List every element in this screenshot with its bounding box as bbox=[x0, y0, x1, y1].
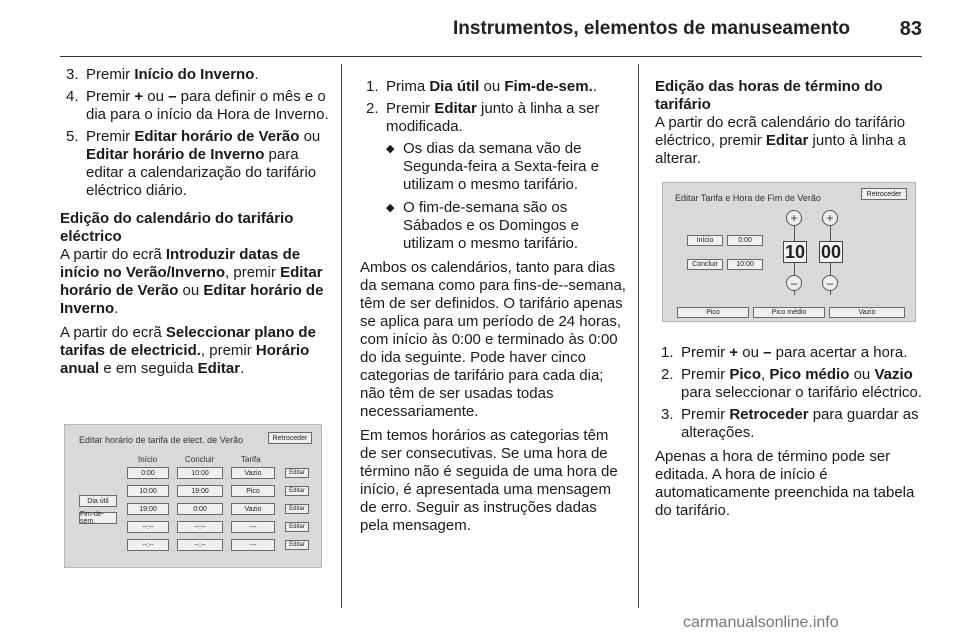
step-number: 4. bbox=[66, 88, 79, 105]
bold-term: Início do Inverno bbox=[134, 66, 255, 83]
col3-step bbox=[655, 406, 923, 442]
step-text: Premir Editar horário de Verão ou Editar horário de Inverno para editar a calendarização do tarifário eléctrico diário. bbox=[86, 128, 321, 199]
bold-term: Pico médio bbox=[769, 366, 850, 383]
column-3 bbox=[655, 78, 923, 174]
col1-step bbox=[60, 128, 332, 200]
weekend-button[interactable]: Fim-de-sem. bbox=[79, 512, 117, 524]
step-number: 1. bbox=[661, 344, 674, 361]
col2-steps bbox=[360, 78, 628, 253]
bold-term: Seleccionar plano de tarifas de electricid. bbox=[60, 324, 316, 359]
step-text: Prima Dia útil ou Fim-de-sem.. bbox=[386, 78, 597, 95]
paragraph: Em temos horários as categorias têm de ser consecutivas. Se uma hora de término não é seguida de uma hora de início, é apresentada uma mensagem de erro. Seguir as instruções dadas pela mensagem. bbox=[360, 427, 618, 534]
start-time-value: 0:00 bbox=[727, 235, 763, 246]
tariff-slot: --- bbox=[231, 521, 275, 533]
step-text: Premir + ou – para definir o mês e o dia para o início da Hora de Inverno. bbox=[86, 88, 329, 123]
bold-term: Editar bbox=[197, 360, 241, 377]
minute-minus-button[interactable]: – bbox=[822, 275, 838, 291]
tariff-slot: --- bbox=[231, 539, 275, 551]
screen-title: Editar Tarifa e Hora de Fim de Verão bbox=[675, 193, 821, 203]
page-number: 83 bbox=[899, 18, 922, 40]
edit-row-button[interactable]: Editar bbox=[285, 504, 309, 514]
start-time-slot: --:-- bbox=[127, 521, 169, 533]
col3-step bbox=[655, 366, 923, 402]
end-label: Concluir bbox=[687, 259, 723, 270]
bold-term: Introduzir datas de início no Verão/Inverno bbox=[60, 246, 301, 281]
start-time-slot: 19:00 bbox=[127, 503, 169, 515]
back-button[interactable]: Retroceder bbox=[861, 188, 907, 200]
column-3-lower bbox=[655, 344, 923, 526]
step-number: 1. bbox=[366, 78, 379, 95]
step-text: Premir Retroceder para guardar as alterações. bbox=[681, 406, 919, 441]
column-2 bbox=[360, 78, 628, 541]
end-time-slot: --:-- bbox=[177, 539, 223, 551]
col2-bullets bbox=[386, 140, 628, 253]
back-button[interactable]: Retroceder bbox=[268, 432, 312, 444]
end-time-slot: --:-- bbox=[177, 521, 223, 533]
step-text: Premir + ou – para acertar a hora. bbox=[681, 344, 908, 361]
bold-term: Editar horário de Inverno bbox=[60, 282, 324, 317]
column-1 bbox=[60, 66, 332, 384]
minute-plus-button[interactable]: + bbox=[822, 210, 838, 226]
step-number: 2. bbox=[366, 100, 379, 117]
paragraph: A partir do ecrã Introduzir datas de início no Verão/Inverno, premir Editar horário de Verão ou Editar horário de Inverno. bbox=[60, 246, 324, 317]
tariff-slot: Pico bbox=[231, 485, 275, 497]
start-label: Início bbox=[687, 235, 723, 246]
hour-value: 10 bbox=[784, 242, 806, 262]
column-divider-2 bbox=[638, 64, 639, 608]
bold-term: Fim-de-sem. bbox=[504, 78, 593, 95]
column-divider-1 bbox=[341, 64, 342, 608]
edit-row-button[interactable]: Editar bbox=[285, 468, 309, 478]
bold-term: Vazio bbox=[874, 366, 913, 383]
tariff-slot: Vazio bbox=[231, 503, 275, 515]
end-time-value: 10:00 bbox=[727, 259, 763, 270]
paragraph: Ambos os calendários, tanto para dias da semana como para fins-de--semana, têm de ser definidos. O tarifário apenas se aplica para um período de 24 horas, com início às 0:00 e terminado às 0:00 do ida seguinte. Pode haver cinco categorias de tarifário para cada dia; não têm de ser usadas todas necessariamente. bbox=[360, 259, 626, 420]
step-number: 5. bbox=[66, 128, 79, 145]
bold-term: – bbox=[168, 88, 177, 105]
edit-end-time-screen-image bbox=[662, 182, 916, 322]
bold-term: + bbox=[134, 88, 144, 105]
watermark: carmanualsonline.info bbox=[683, 614, 839, 631]
bullet-item bbox=[386, 199, 628, 253]
bold-term: Dia útil bbox=[429, 78, 480, 95]
bullet-item bbox=[386, 140, 628, 194]
col2-step bbox=[360, 78, 628, 96]
edit-row-button[interactable]: Editar bbox=[285, 540, 309, 550]
bold-term: – bbox=[763, 344, 772, 361]
bold-term: Pico bbox=[729, 366, 762, 383]
bold-term: Retroceder bbox=[729, 406, 809, 423]
column-header-end: Concluir bbox=[185, 455, 215, 464]
bold-term: Editar horário de Verão bbox=[60, 264, 323, 299]
end-time-slot: 10:00 bbox=[177, 467, 223, 479]
weekday-button[interactable]: Dia útil bbox=[79, 495, 117, 507]
header-rule bbox=[60, 56, 922, 57]
summer-schedule-screen-image bbox=[64, 424, 322, 568]
col2-step bbox=[360, 100, 628, 253]
col3-step bbox=[655, 344, 923, 362]
bold-term: + bbox=[729, 344, 739, 361]
start-time-slot: 0:00 bbox=[127, 467, 169, 479]
tariff-slot: Vazio bbox=[231, 467, 275, 479]
column-header-start: Início bbox=[138, 455, 158, 464]
step-text: Premir Início do Inverno. bbox=[86, 66, 259, 83]
bullet-text: Os dias da semana vão de Segunda-feira a Sexta-feira e utilizam o mesmo tarifário. bbox=[403, 140, 599, 193]
bold-term: Editar bbox=[434, 100, 477, 117]
bold-term: Editar bbox=[765, 132, 809, 149]
column-header-tariff: Tarifa bbox=[241, 455, 261, 464]
step-number: 3. bbox=[66, 66, 79, 83]
end-time-slot: 0:00 bbox=[177, 503, 223, 515]
running-header-title: Instrumentos, elementos de manuseamento bbox=[453, 18, 850, 39]
step-number: 3. bbox=[661, 406, 674, 423]
col1-step bbox=[60, 66, 332, 84]
step-text: Premir Editar junto à linha a ser modificada. bbox=[386, 100, 600, 135]
bold-term: Editar horário de Verão bbox=[134, 128, 300, 145]
paragraph: A partir do ecrã calendário do tarifário eléctrico, premir Editar junto à linha a alterar. bbox=[655, 114, 906, 167]
diamond-bullet-icon: ◆ bbox=[386, 143, 395, 155]
col3-steps bbox=[655, 344, 923, 442]
hour-minus-button[interactable]: – bbox=[786, 275, 802, 291]
screen-title: Editar horário de tarifa de elect. de Verão bbox=[79, 435, 244, 445]
step-text: Premir Pico, Pico médio ou Vazio para seleccionar o tarifário eléctrico. bbox=[681, 366, 922, 401]
hour-plus-button[interactable]: + bbox=[786, 210, 802, 226]
bold-term: Horário anual bbox=[60, 342, 310, 377]
paragraph: A partir do ecrã Seleccionar plano de tarifas de electricid., premir Horário anual e em seguida Editar. bbox=[60, 324, 316, 377]
diamond-bullet-icon: ◆ bbox=[386, 202, 395, 214]
edit-row-button[interactable]: Editar bbox=[285, 486, 309, 496]
step-number: 2. bbox=[661, 366, 674, 383]
bullet-text: O fim-de-semana são os Sábados e os Domingos e utilizam o mesmo tarifário. bbox=[403, 199, 579, 252]
end-time-slot: 19:00 bbox=[177, 485, 223, 497]
edit-row-button[interactable]: Editar bbox=[285, 522, 309, 532]
tariff-off-peak-button[interactable]: Vazio bbox=[829, 307, 905, 318]
col1-steps bbox=[60, 66, 332, 200]
tariff-mid-peak-button[interactable]: Pico médio bbox=[753, 307, 825, 318]
bold-term: Editar horário de Inverno bbox=[86, 146, 265, 163]
tariff-peak-button[interactable]: Pico bbox=[677, 307, 749, 318]
start-time-slot: 10:00 bbox=[127, 485, 169, 497]
section-heading: Edição das horas de término do tarifário bbox=[655, 78, 883, 113]
paragraph: Apenas a hora de término pode ser editada. A hora de início é automaticamente preenchida na tabela do tarifário. bbox=[655, 448, 915, 519]
minute-value: 00 bbox=[820, 242, 842, 262]
section-heading: Edição do calendário do tarifário eléctrico bbox=[60, 210, 294, 245]
col1-step bbox=[60, 88, 332, 124]
start-time-slot: --:-- bbox=[127, 539, 169, 551]
